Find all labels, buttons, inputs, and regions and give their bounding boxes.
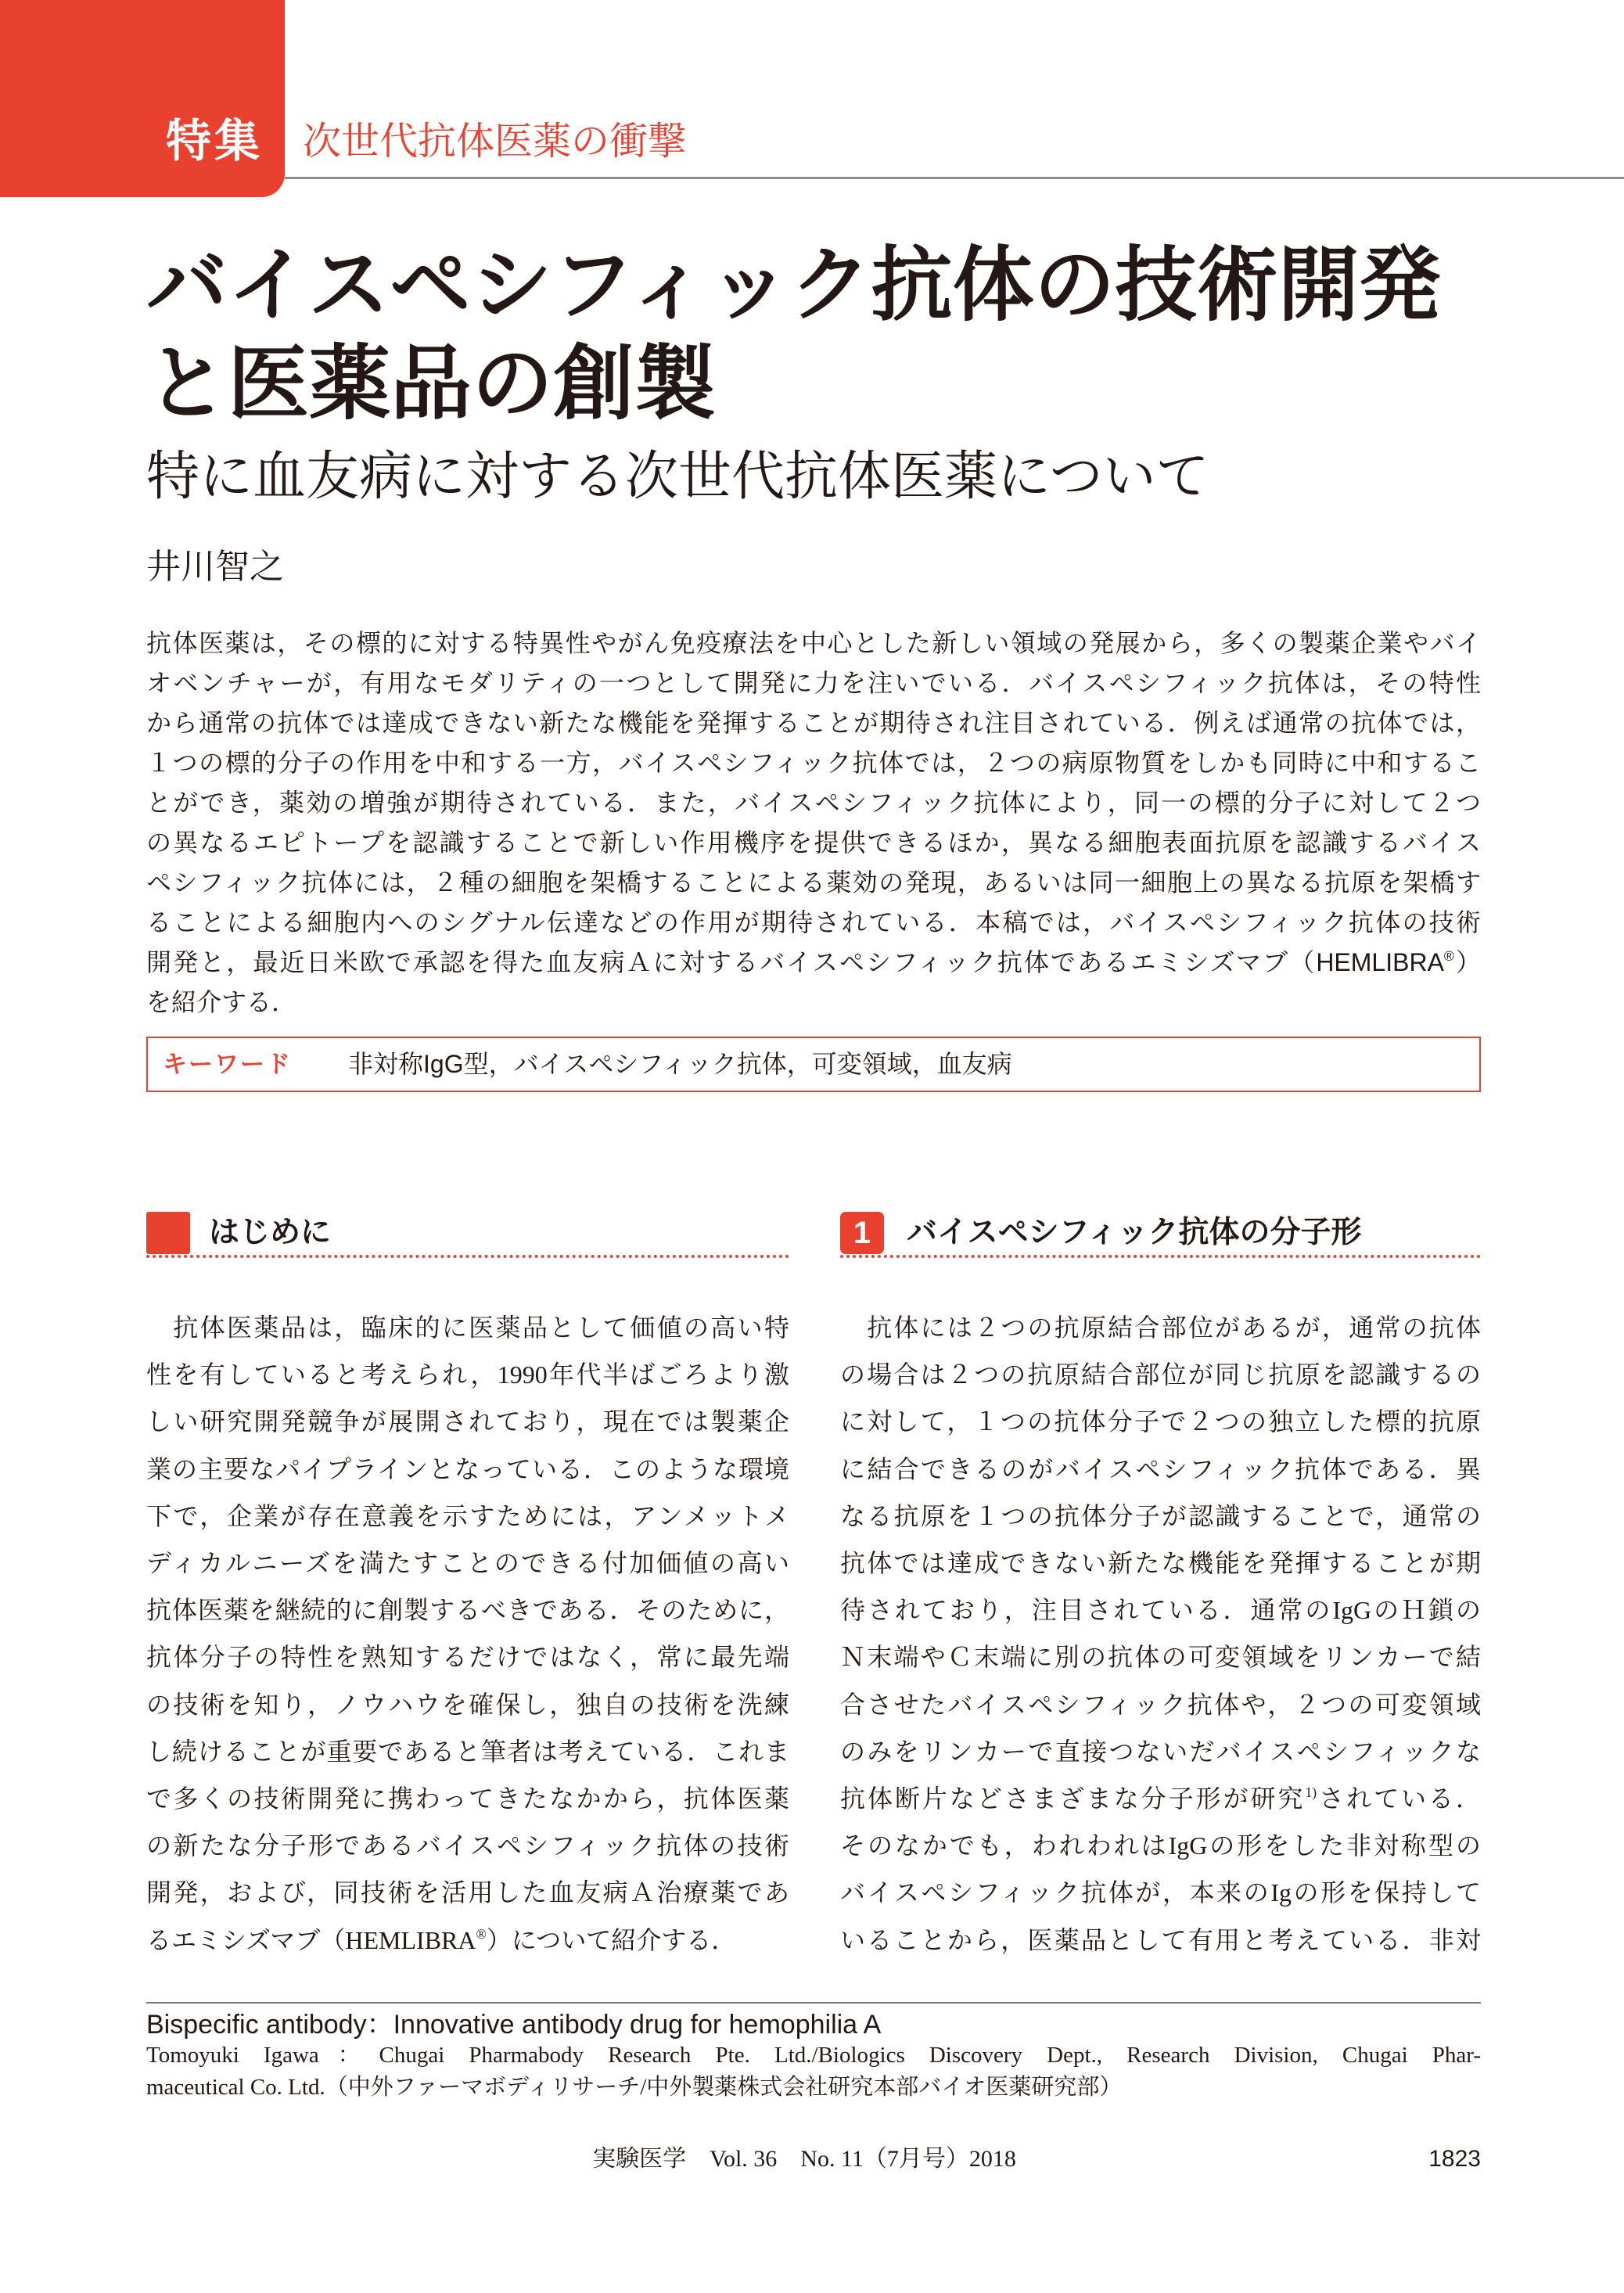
body-line: に対して，１つの抗体分子で２つの独立した標的抗原: [840, 1407, 1481, 1436]
abstract-line: １つの標的分子の作用を中和する一方，バイスペシフィック抗体では，２つの病原物質をしかも同時に中和するこ: [146, 749, 1481, 777]
body-line: のみをリンカーで直接つないだバイスペシフィックな: [840, 1737, 1481, 1766]
feature-tag: 特集: [166, 116, 264, 167]
body-line: バイスペシフィック抗体が，本来のIgの形を保持して: [840, 1878, 1481, 1907]
abstract-line-text: 開発と，最近日米欧で承認を得た血友病Ａに対するバイスペシフィック抗体であるエミシズマブ（HEMLIBRA: [146, 948, 1444, 976]
english-title: Bispecific antibody：Innovative antibody drug for hemophilia A: [146, 2010, 882, 2040]
body-line: 抗体には２つの抗原結合部位があるが，通常の抗体: [840, 1314, 1481, 1342]
author-name: 井川智之: [146, 548, 284, 586]
abstract-line: の異なるエピトープを認識することで新しい作用機序を提供できるほか，異なる細胞表面抗原を認識するバイス: [146, 828, 1481, 857]
abstract-line: ることによる細胞内へのシグナル伝達などの作用が期待されている．本稿では，バイスペシフィック抗体の技術: [146, 908, 1481, 936]
journal-citation: 実験医学 Vol. 36 No. 11（7月号）2018: [592, 2146, 1016, 2172]
section-dotted-rule: [146, 1255, 789, 1258]
body-line: の技術を知り，ノウハウを確保し，独自の技術を洗練: [146, 1690, 789, 1719]
article-title-line: バイスペシフィック抗体の技術開発: [146, 237, 1441, 332]
body-line: 抗体医薬を継続的に創製するべきである．そのために，: [146, 1596, 789, 1625]
body-line: 下で，企業が存在意義を示すためには，アンメットメ: [146, 1501, 789, 1530]
body-line: 抗体では達成できない新たな機能を発揮することが期: [840, 1549, 1481, 1578]
body-column-left: [146, 1304, 789, 1964]
body-line: 業の主要なパイプラインとなっている．このような環境: [146, 1454, 789, 1483]
body-line: 抗体医薬品は，臨床的に医薬品として価値の高い特: [146, 1314, 789, 1342]
abstract-line: 抗体医薬は，その標的に対する特異性やがん免疫療法を中心とした新しい領域の発展から，多くの製薬企業やバイ: [146, 629, 1481, 657]
body-line: に結合できるのがバイスペシフィック抗体である．異: [840, 1454, 1481, 1483]
feature-series-title: 次世代抗体医薬の衝撃: [303, 120, 687, 163]
article-subtitle: 特に血友病に対する次世代抗体医薬について: [146, 447, 1209, 506]
reference-marker: 1): [1305, 1784, 1317, 1800]
body-line: 抗体分子の特性を熟知するだけではなく，常に最先端: [146, 1643, 789, 1672]
abstract-line: から通常の抗体では達成できない新たな機能を発揮することが期待され注目されている．例えば通常の抗体では，: [146, 709, 1481, 737]
body-line: ディカルニーズを満たすことのできる付加価値の高い: [146, 1549, 789, 1578]
section-heading-intro: はじめに: [209, 1216, 332, 1249]
body-line: そのなかでも，われわれはIgGの形をした非対称型の: [840, 1831, 1481, 1860]
abstract-line: ペシフィック抗体には，２種の細胞を架橋することによる薬効の発現，あるいは同一細胞上の異なる抗原を架橋す: [146, 868, 1481, 897]
registered-mark: ®: [476, 1925, 487, 1942]
section-marker-square: [146, 1212, 190, 1254]
body-line: の場合は２つの抗原結合部位が同じ抗原を認識するの: [840, 1360, 1481, 1389]
body-line-text: るエミシズマブ（HEMLIBRA: [146, 1925, 476, 1954]
body-line: 合させたバイスペシフィック抗体や，２つの可変領域: [840, 1690, 1481, 1719]
body-line-text: されている．: [1317, 1784, 1481, 1813]
header-rule: [285, 177, 1624, 179]
abstract-line: オベンチャーが，有用なモダリティの一つとして開発に力を注いでいる．バイスペシフィック抗体は，その特性: [146, 669, 1481, 697]
abstract-line: とができ，薬効の増強が期待されている．また，バイスペシフィック抗体により，同一の標的分子に対して２つ: [146, 789, 1481, 817]
body-line-text: 抗体断片などさまざまな分子形が研究: [840, 1784, 1306, 1813]
body-line: Ｎ末端やＣ末端に別の抗体の可変領域をリンカーで結: [840, 1643, 1481, 1672]
body-line: 性を有していると考えられ，1990年代半ばごろより激: [146, 1360, 789, 1389]
body-line: し続けることが重要であると筆者は考えている．これま: [146, 1737, 789, 1766]
footnote-rule: [146, 2002, 1481, 2004]
section-dotted-rule: [840, 1255, 1481, 1258]
body-column-right: [840, 1304, 1481, 1964]
author-affiliation: [146, 2040, 1481, 2104]
body-line: いることから，医薬品として有用と考えている．非対: [840, 1925, 1481, 1954]
affiliation-line: Tomoyuki Igawa：Chugai Pharmabody Research Pte. Ltd./Biologics Discovery Dept., Research Division, Chugai Phar-: [146, 2043, 1481, 2068]
body-line: で多くの技術開発に携わってきたなかから，抗体医薬: [146, 1784, 789, 1813]
article-title: [146, 235, 1441, 433]
affiliation-line: maceutical Co. Ltd.（中外ファーマボディリサーチ/中外製薬株式会社研究本部バイオ医薬研究部）: [146, 2075, 1123, 2100]
section-heading-1: バイスペシフィック抗体の分子形: [907, 1216, 1362, 1249]
body-line: の新たな分子形であるバイスペシフィック抗体の技術: [146, 1831, 789, 1860]
body-line: しい研究開発競争が展開されており，現在では製薬企: [146, 1407, 789, 1436]
page-number: 1823: [1428, 2146, 1481, 2172]
abstract: [146, 624, 1481, 1023]
body-line: [840, 1775, 1481, 1822]
body-line: なる抗原を１つの抗体分子が認識することで，通常の: [840, 1501, 1481, 1530]
keyword-list: 非対称IgG型，バイスペシフィック抗体，可変領域，血友病: [348, 1050, 1012, 1078]
body-line-text: ）について紹介する．: [486, 1925, 737, 1954]
abstract-line-text: ）: [1453, 948, 1481, 976]
body-line: 開発，および，同技術を活用した血友病Ａ治療薬であ: [146, 1878, 789, 1907]
body-line: 待されており，注目されている．通常のIgGのＨ鎖の: [840, 1596, 1481, 1625]
section-number-badge: 1: [840, 1212, 884, 1254]
abstract-line: を紹介する．: [146, 988, 297, 1016]
abstract-line: [146, 943, 1481, 983]
registered-mark: ®: [1443, 947, 1454, 964]
article-title-line: と医薬品の創製: [146, 336, 717, 431]
body-line: [146, 1917, 789, 1964]
keyword-box: [146, 1037, 1481, 1092]
keyword-label: キーワード: [163, 1051, 292, 1078]
